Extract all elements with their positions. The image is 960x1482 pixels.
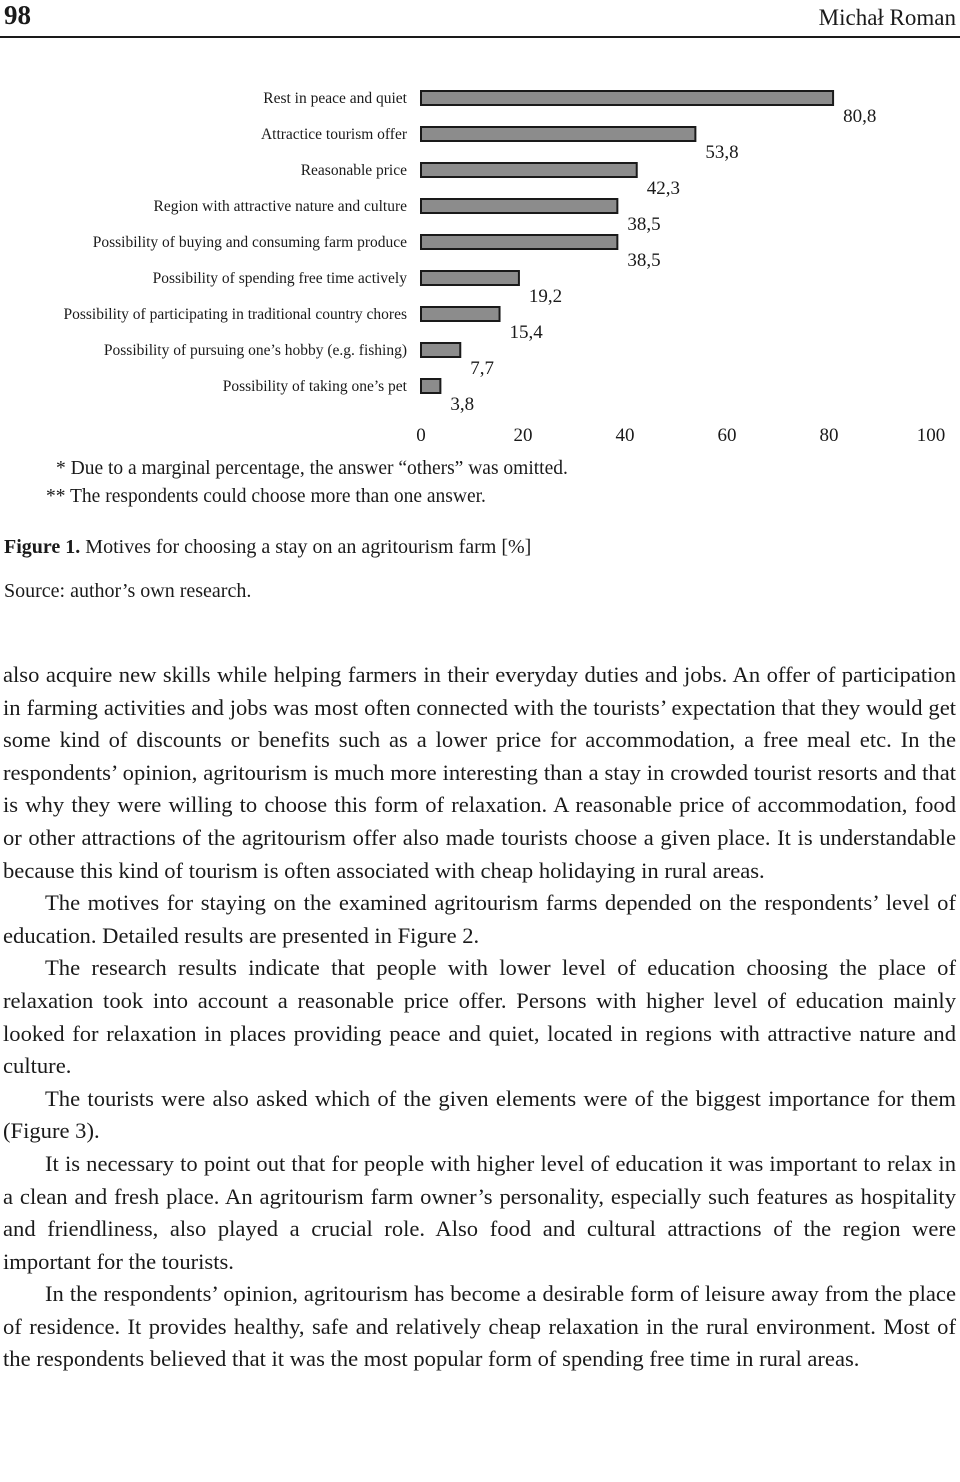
paragraph: In the respondents’ opinion, agritourism has become a desirable form of leisure away from the place of residence. It provides healthy, safe and relatively cheap relaxation in the rural environment. Most of the respondents believed that it was the most popular form of spending free time in rural areas.	[3, 1281, 956, 1372]
page-header	[0, 0, 960, 36]
data-label: 38,5	[627, 214, 661, 235]
category-label: Possibility of pursuing one’s hobby (e.g. fishing)	[103, 342, 407, 359]
data-label: 53,8	[705, 142, 739, 163]
chart-note-omitted: * Due to a marginal percentage, the answer “others” was omitted.	[56, 458, 568, 479]
data-label: 3,8	[450, 394, 475, 415]
bar	[421, 379, 440, 393]
x-tick-label: 60	[717, 425, 737, 446]
bar	[421, 199, 617, 213]
paragraph: also acquire new skills while helping farmers in their everyday duties and jobs. An offer of participation in farming activities and jobs was most often connected with the tourists’ expectation that they would get some kind of discounts or benefits such as a lower price for accommodation, a free meal etc. In the respondents’ opinion, agritourism is much more interesting than a stay in crowded tourist resorts and that is why they were willing to choose this form of relaxation. A reasonable price of accommodation, food or other attractions of the agritourism offer also made tourists choose a given place. It is understandable because this kind of tourism is often associated with cheap holidaying in rural areas.	[3, 662, 956, 883]
body-text	[3, 659, 956, 1376]
category-label: Possibility of participating in traditional country chores	[63, 306, 407, 323]
data-label: 15,4	[509, 322, 543, 343]
figure-caption-text: Motives for choosing a stay on an agritourism farm [%]	[80, 536, 532, 558]
figure-caption-label: Figure 1.	[4, 536, 81, 558]
x-tick-label: 0	[416, 425, 426, 446]
category-label: Reasonable price	[300, 162, 407, 179]
bar	[421, 163, 637, 177]
x-tick-label: 20	[513, 425, 533, 446]
header-rule	[0, 36, 960, 38]
figure-source: Source: author’s own research.	[4, 580, 252, 602]
x-tick-label: 100	[916, 425, 946, 446]
category-label: Possibility of buying and consuming farm produce	[92, 234, 407, 251]
paragraph: The research results indicate that people with lower level of education choosing the place of relaxation took into account a reasonable price offer. Persons with higher level of education mainly looked for relaxation in places providing peace and quiet, located in regions with attractive nature and culture.	[3, 955, 956, 1079]
chart-note-multiple-answers: ** The respondents could choose more than one answer.	[46, 486, 486, 507]
data-label: 19,2	[528, 286, 563, 307]
data-label: 80,8	[843, 106, 877, 127]
bar	[421, 91, 833, 105]
page-number: 98	[4, 0, 31, 30]
category-label: Rest in peace and quiet	[263, 90, 407, 107]
running-head-author: Michał Roman	[818, 5, 956, 30]
figure-caption	[4, 536, 531, 559]
paragraph: The tourists were also asked which of the given elements were of the biggest importance for them (Figure 3).	[3, 1085, 956, 1144]
bar	[421, 307, 500, 321]
data-label: 38,5	[627, 250, 661, 271]
bar	[421, 127, 695, 141]
x-tick-label: 80	[819, 425, 839, 446]
x-tick-label: 40	[615, 425, 635, 446]
category-label: Possibility of spending free time actively	[152, 270, 407, 287]
category-label: Region with attractive nature and culture	[153, 198, 407, 215]
paragraph: It is necessary to point out that for people with higher level of education it was important to relax in a clean and fresh place. An agritourism farm owner’s personality, especially such features as hospitality and friendliness, also played a crucial role. Also food and cultural attractions of the region were important for the tourists.	[3, 1150, 956, 1274]
bar	[421, 271, 519, 285]
figure-1-bar-chart	[0, 60, 960, 460]
bar	[421, 343, 460, 357]
category-label: Possibility of taking one’s pet	[222, 378, 407, 395]
data-label: 42,3	[646, 178, 680, 199]
data-label: 7,7	[470, 358, 495, 379]
bar	[421, 235, 617, 249]
paragraph: The motives for staying on the examined agritourism farms depended on the respondents’ level of education. Detailed results are presented in Figure 2.	[3, 890, 956, 948]
category-label: Attractice tourism offer	[260, 126, 407, 143]
